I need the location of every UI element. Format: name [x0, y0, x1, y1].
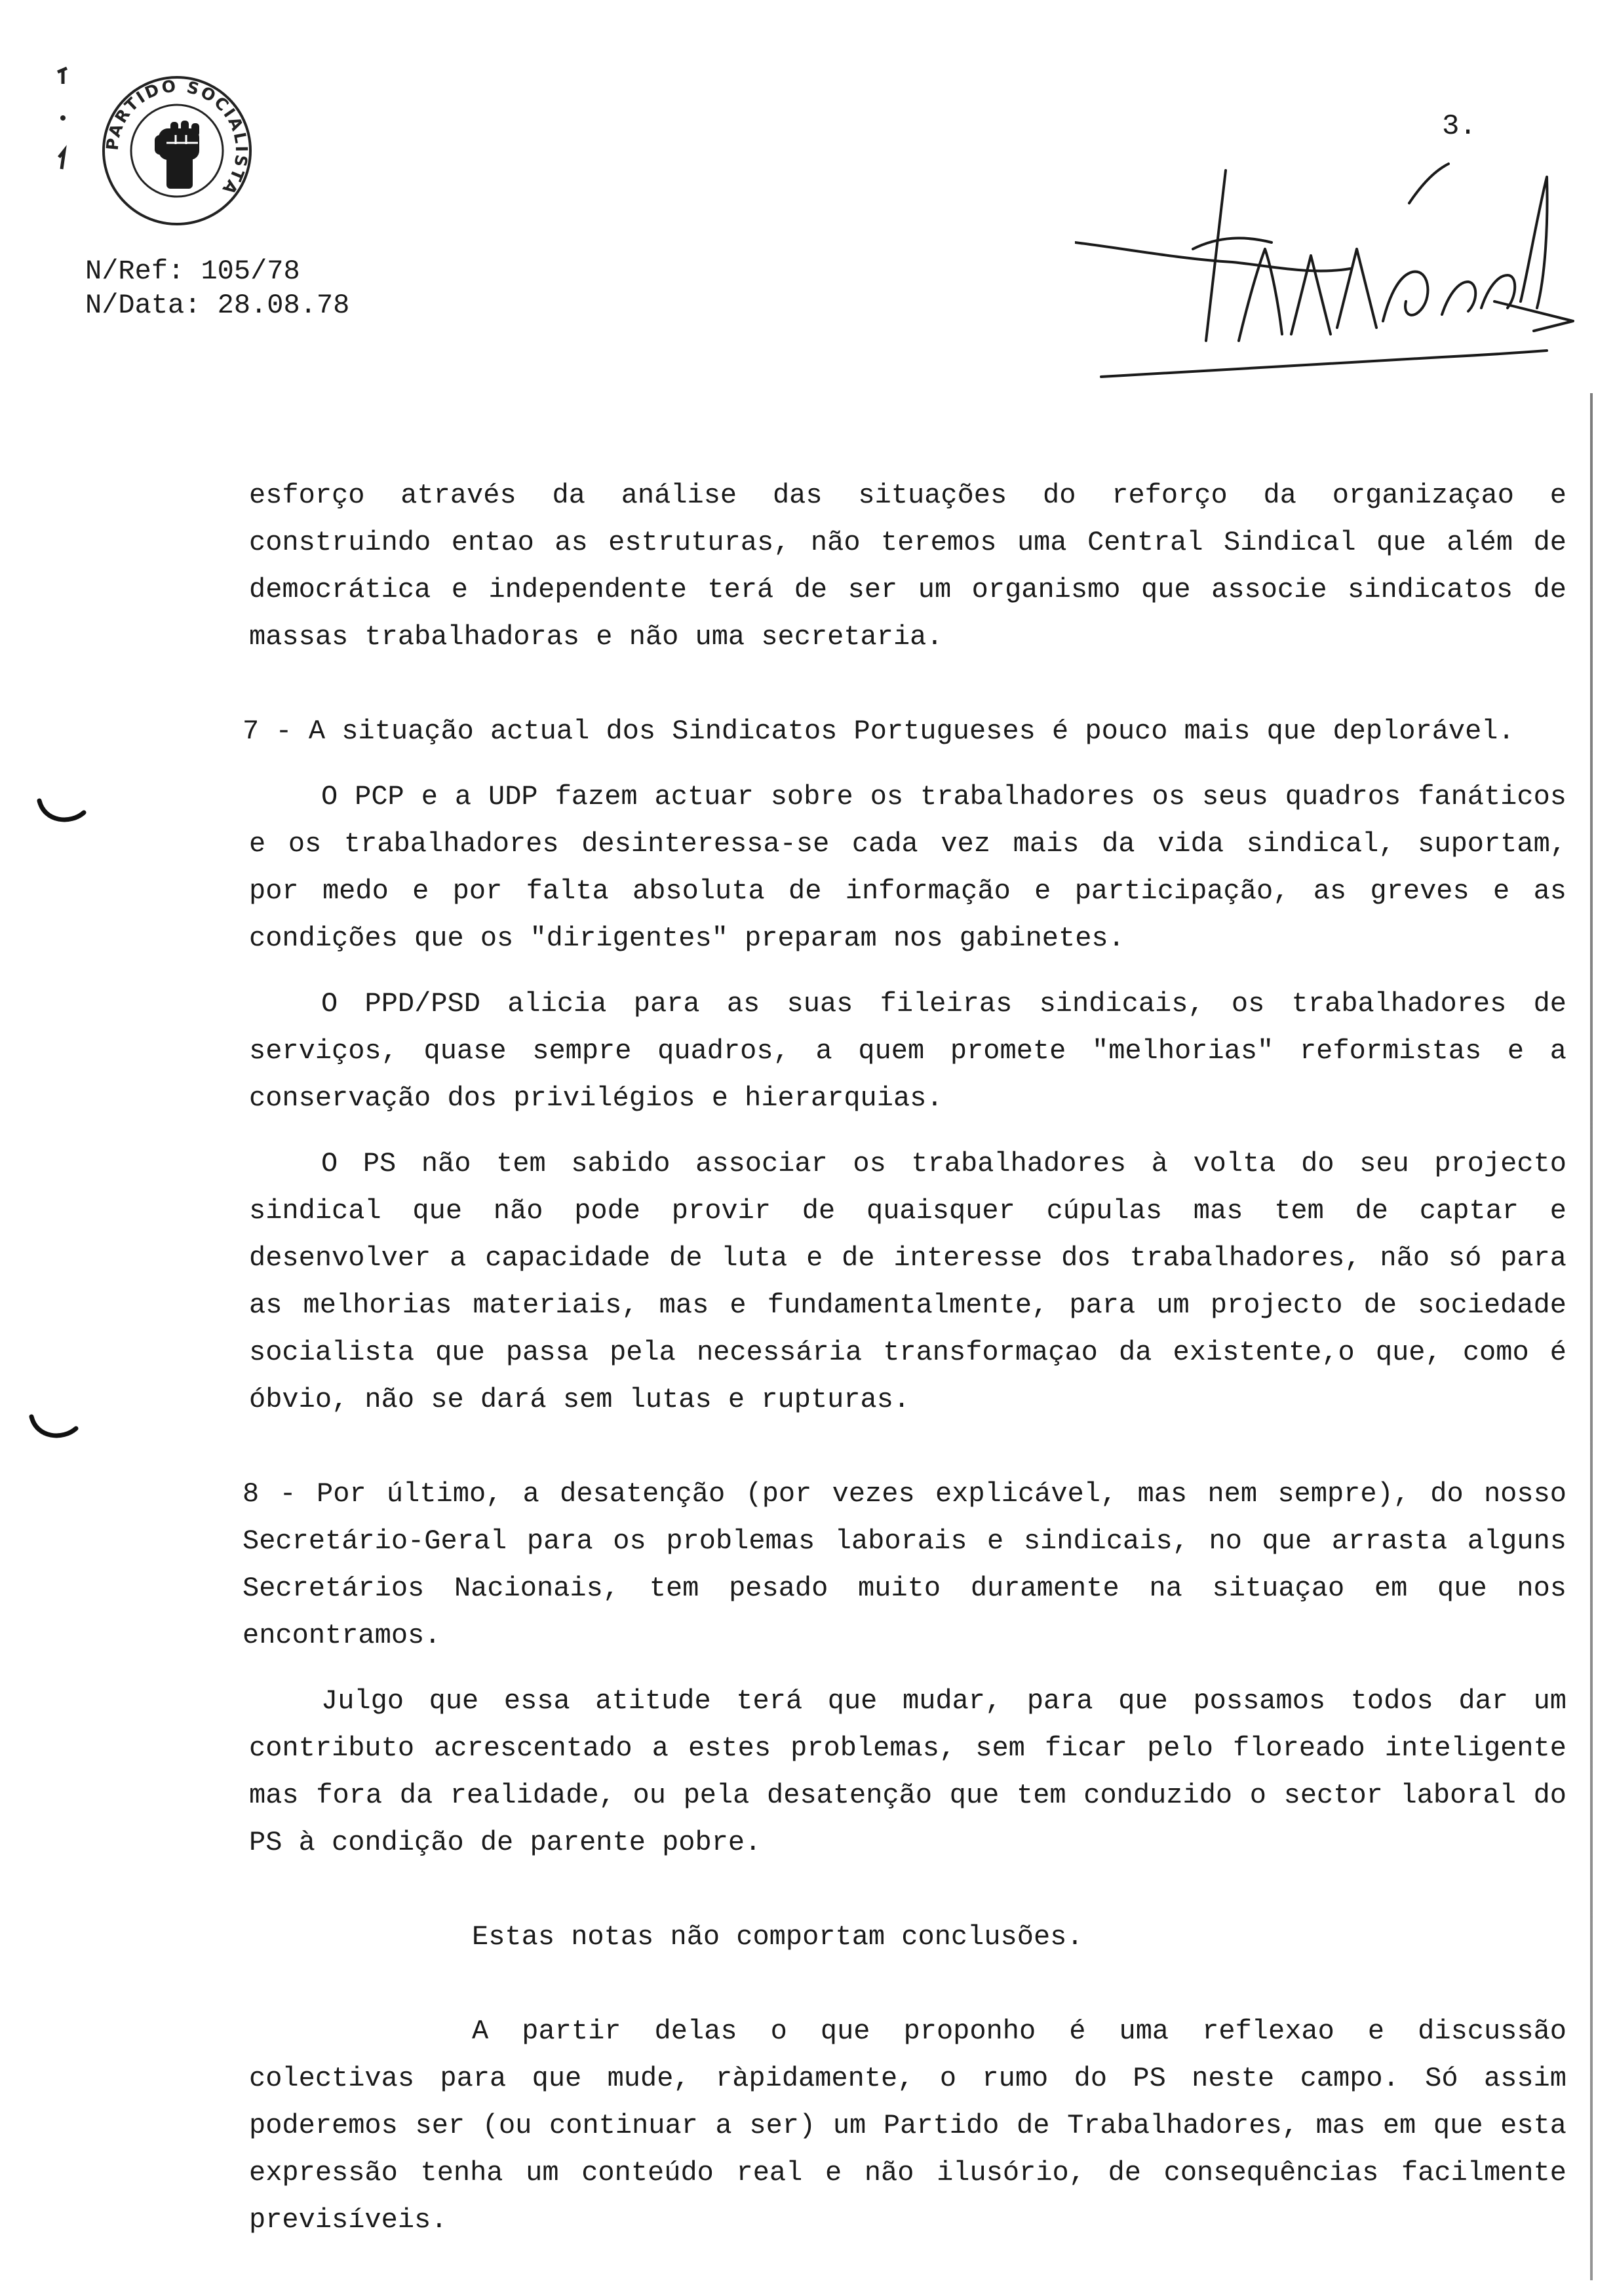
paragraph-gap	[249, 1961, 1566, 2008]
paragraph-gap	[249, 1866, 1566, 1913]
punch-mark-graphic	[24, 1409, 83, 1448]
party-logo	[98, 72, 256, 229]
reference-block	[85, 254, 349, 322]
paragraph: esforço através da análise das situações do reforço da organizaçao e construindo entao as estruturas, não teremos uma Central Sindical que além de democrática e independente terá de ser um organismo que associe sindicatos de massas trabalhadoras e não uma secretaria.	[249, 480, 1566, 653]
paragraph-gap	[249, 962, 1566, 980]
reference-line	[85, 254, 349, 288]
paragraph-gap	[249, 1659, 1566, 1677]
right-margin-rule	[1590, 393, 1593, 2280]
signature-graphic	[1075, 144, 1586, 393]
paragraph: A partir delas o que proponho é uma reflexao e discussão colectivas para que mude, ràpidamente, o rumo do PS neste campo. Só assim poderemos ser (ou continuar a ser) um Partido de Trabalhadores, mas em que esta expressão tenha um conteúdo real e não ilusório, de consequências facilmente previsíveis.	[249, 2016, 1566, 2236]
margin-marks	[39, 59, 92, 203]
punch-mark	[31, 793, 90, 832]
reference-value: 105/78	[201, 256, 300, 287]
paragraph: Julgo que essa atitude terá que mudar, para que possamos todos dar um contributo acrescentado a estes problemas, sem ficar pelo floreado inteligente mas fora da realidade, ou pela desatenção que tem conduzido o sector laboral do PS à condição de parente pobre.	[249, 1685, 1566, 1858]
svg-text:PARTIDO SOCIALISTA: PARTIDO SOCIALISTA	[102, 76, 252, 200]
reference-label: N/Ref:	[85, 256, 185, 287]
section-heading: 7 - A situação actual dos Sindicatos Portugueses é pouco mais que deplorável.	[243, 716, 1515, 747]
page-number: 3.	[1442, 110, 1477, 143]
signature	[1075, 144, 1586, 393]
paragraph-gap	[249, 755, 1566, 773]
date-value: 28.08.78	[217, 290, 350, 321]
date-label: N/Data:	[85, 290, 201, 321]
margin-marks-graphic	[39, 59, 92, 203]
date-line	[85, 288, 349, 322]
paragraph: O PPD/PSD alicia para as suas fileiras sindicais, os trabalhadores de serviços, quase sempre quadros, a quem promete "melhorias" reformistas e a conservação dos privilégios e hierarquias.	[249, 988, 1566, 1114]
paragraph: O PCP e a UDP fazem actuar sobre os trabalhadores os seus quadros fanáticos e os trabalhadores desinteressa-se cada vez mais da vida sindical, suportam, por medo e por falta absoluta de informação e participação, as greves e as condições que os "dirigentes" preparam nos gabinetes.	[249, 781, 1566, 954]
paragraph-gap	[249, 1122, 1566, 1140]
paragraph-gap	[249, 660, 1566, 708]
punch-mark	[24, 1409, 83, 1448]
section-heading: 8 - Por último, a desatenção (por vezes explicável, mas nem sempre), do nosso Secretário-Geral para os problemas laborais e sindicais, no que arrasta alguns Secretários Nacionais, tem pesado muito duramente na situaçao em que nos encontramos.	[243, 1478, 1566, 1651]
body-text	[243, 472, 1566, 2244]
paragraph: O PS não tem sabido associar os trabalhadores à volta do seu projecto sindical que não pode provir de quaisquer cúpulas mas tem de captar e desenvolver a capacidade de luta e de interesse dos trabalhadores, não só para as melhorias materiais, mas e fundamentalmente, para um projecto de sociedade socialista que passa pela necessária transformaçao da existente,o que, como é óbvio, não se dará sem lutas e rupturas.	[249, 1148, 1566, 1415]
fist-logo-icon	[98, 72, 256, 229]
paragraph-gap	[249, 1423, 1566, 1470]
paragraph: Estas notas não comportam conclusões.	[472, 1921, 1083, 1953]
punch-mark-graphic	[31, 793, 90, 832]
